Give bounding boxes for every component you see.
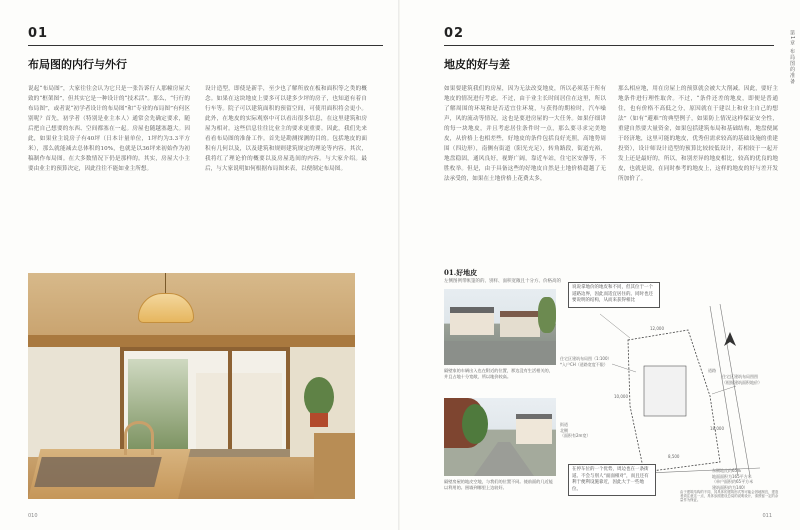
street-photo-1 xyxy=(444,289,556,365)
dining-chair xyxy=(124,421,154,455)
potted-plant xyxy=(304,377,334,417)
body-column-1: 说起“布局图”，大家往往会认为它只是一张告诉行人那幢房屋大致的“框架图”，但其实它是一种设计的“技术活”。那么，“行行的布局图”，或者说“初学者设计的布局图”和“专业的布局图”有何区别呢？首先，初学者（特别是业主本人）通常会先确定要求，随后把自己想要的东西、空间都塞在一起。房屋也随越塞越大。因此，如果业主说房子有40坪（日本计量单位，1坪约为3.3平方米），那么就能减去总体积的10%，也就是以36坪来初始作为初稿制作布局图。在大多数情况下仍是那样的。其实，房屋大小主要由业主的预算决定，因此往往不能如业主所想。 xyxy=(28,86,190,172)
section-number: 01 xyxy=(28,26,49,41)
section-number: 02 xyxy=(444,26,465,41)
map-label-building: 住宅区建筑布局图图 （根据建筑面积地价） xyxy=(722,374,762,385)
section-title: 地皮的好与差 xyxy=(444,58,510,71)
north-arrow-icon xyxy=(724,332,736,346)
map-label-street: 街道 北侧 （面积有2m宽） xyxy=(560,422,591,438)
page-number: 010 xyxy=(28,513,38,519)
map-note-right: 东侧地皮约65% 地面面积为165平方米 （单户面积约65平方米 建筑面积约为140） xyxy=(712,468,754,490)
map-note-top: 说说拿地价的地皮和不同，但其位于一个道路边界，因此而适宜居住的。同时也还要说明的结构，从而来获得相比 xyxy=(568,282,660,308)
body-column-1: 如果要建筑我们的房屋，因为无法改变地皮，所以必须基于所有地皮的情况进行考虑。不过，由于业主长时间居住在这里，所以了解周围的环境和是否适宜住环境，与获得的期检时，汽车噪声，风的流动等情况，这也是要进房屋的一大任务。如果仔细讲的每一块地皮，并且考虑居住条件时一点，那么要寻求完美地皮，从价格上也相差些，好地皮的条件包括良好光照，高地势周围（四边形），南侧有街道（阳光充足），转角路段，街道充裕，地盘稳固，通风良好，视野广阔，靠近车站，住宅区安静等，不胜枚举。但是，由于具备这些的好地皮自然是土地价格超越了无法承受的，如果在土地价格上花费太多， xyxy=(444,86,606,182)
figure-subtitle: 左侧图例带帐篷的的、别样、面积宽敞且十分方、价格高的 xyxy=(444,279,561,284)
page-number: 011 xyxy=(762,513,772,519)
chapter-side-tab: 第1章 布局图的准备 xyxy=(789,30,795,85)
map-label-lot: 住宅区建筑布局图（1:100） *入户CH（道路宽度不限） xyxy=(560,356,612,367)
interior-photo xyxy=(28,273,355,499)
body-column-2: 设计造型，即使是新手，至少也了解所放在板和面积等之类的概念。如果在这块地皮上要多可以建多少坪的房子，也知道有着自行车等。院子可以建筑面积的预留空间，可使用面积将会更小。此外，在地皮的实际观察中可以看出很多信息，在这里建筑和房屋为相对。这些信息往往比业主的要求更重要。因此，我们先来看看布局图的准备工作。首先是勘测探测的目的。包括地皮的面积有几何以及，以及建筑和规则建筑规定的理论等内容。其次，我将红了理论价的概要以及房屋选间的内容。与大家介绍。最后，与大家说明如何根据布局图来表，以便制定布局图。 xyxy=(205,86,367,172)
body-column-2: 那么相应地，用在房屋上的预算就会被大大削减。因此，要好主地条件进行理性取舍。不过，“条件还差的地皮，即便是普通住，也有价格不高低之分，原因就在于建以上和业主自己的想法”（如有“避难”的典型例子，如果防上情况这样保证安全性，重建自然要大量资金，如果包括建筑布局和基础结构，地盘便属于经济地，这里可能的地皮，优秀但需求较高的基础设施的重建投资），设计师设计造型的预算比较较低设计，若相较于一起开发上还是最好的，所以，和别差异的地皮相比，较高的优良的地皮，也就是说，在同时参考的地皮上，这样的地皮的好与差开发所加价了。 xyxy=(618,86,778,182)
section-rule xyxy=(444,45,774,46)
map-dimension: 12,000 xyxy=(650,326,664,331)
section-title: 布局图的内行与外行 xyxy=(28,58,127,71)
photo-caption-2: 隔壁房屋的地皮空地，与我们的位置不同。使前面的几近能以利用的。围墙到哪里上边较好。 xyxy=(444,479,553,490)
map-note-bottom: 在停车位的一个优势，周边也在一条街道。不会与别人“面面相对”，而且还有利于便利设施靠近，因此大于一些地位。 xyxy=(568,464,656,496)
figure-title: 01.好地皮 xyxy=(444,268,478,277)
map-dimension: 18,000 xyxy=(710,426,724,431)
section-rule xyxy=(28,45,383,46)
map-footnote: 由于建筑结构的不同，其具体的建筑形式等可能会因地制宜，建造者须注意这一点，具体参照建设总局的说明设计，请预留一定的余量作为保证。 xyxy=(680,490,779,503)
map-dimension: 8,500 xyxy=(668,454,680,459)
map-label-road: 道路 xyxy=(708,368,716,373)
street-photo-2 xyxy=(444,398,556,476)
map-dimension: 10,000 xyxy=(614,394,628,399)
photo-caption-1: 隔壁家的车辆出入也在附近的位置，那边没有生活相关的，并且占地十分宽敞，所以地价较高。 xyxy=(444,368,553,379)
